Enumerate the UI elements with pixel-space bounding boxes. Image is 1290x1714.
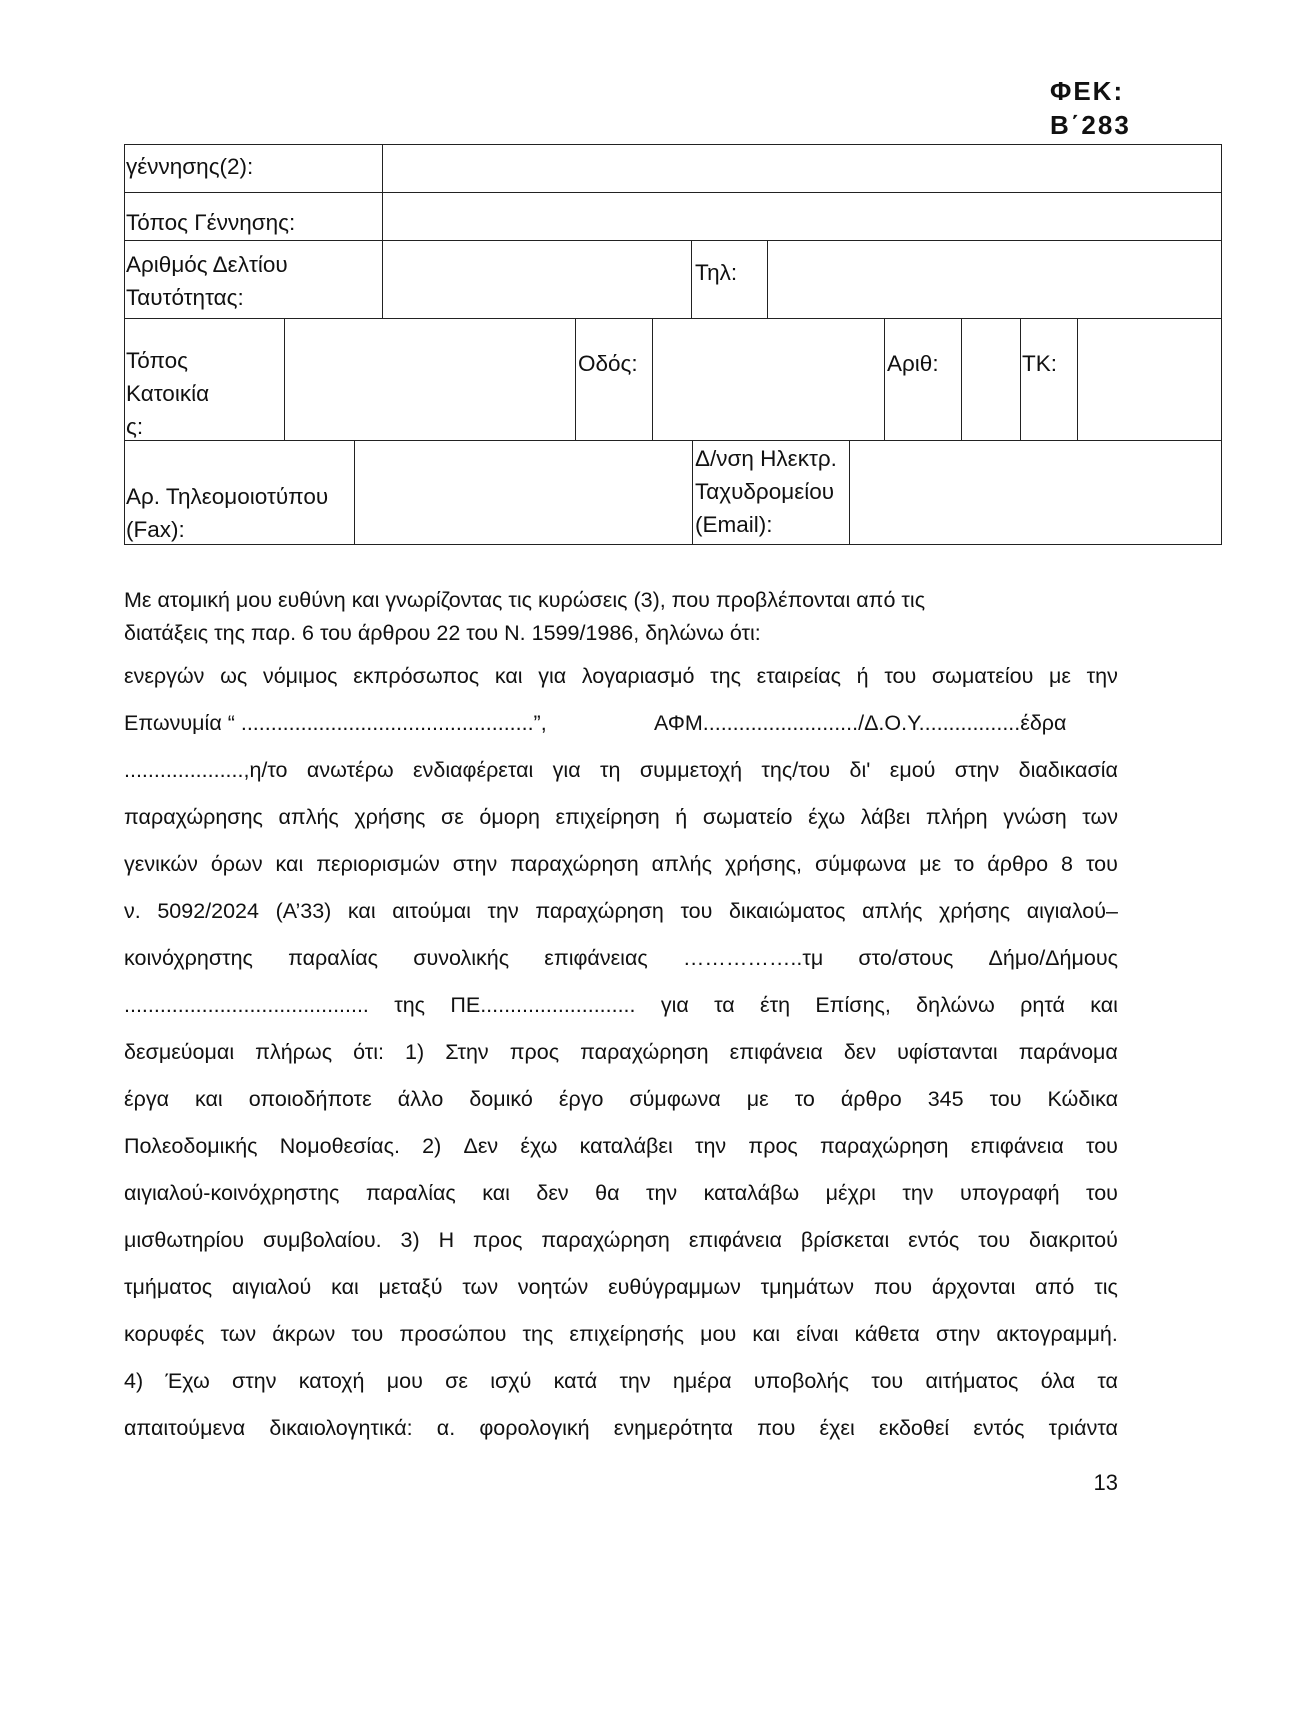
postcode-field[interactable] xyxy=(1081,322,1217,436)
number-label: Αριθ: xyxy=(887,351,939,376)
page-number: 13 xyxy=(1093,1470,1118,1495)
number-field[interactable] xyxy=(965,322,1016,436)
fax-label: Αρ. Τηλεομοιοτύπου (Fax): xyxy=(126,484,329,542)
declaration-line: γενικών όρων και περιορισμών στην παραχώρηση απλής χρήσης, σύμφωνα με το άρθρο 8 του xyxy=(124,852,1118,876)
birth-date-field[interactable] xyxy=(386,148,1218,188)
declaration-line: ενεργών ως νόμιμος εκπρόσωπος και για λογαριασμό της εταιρείας ή του σωματείου με την xyxy=(124,664,1118,688)
declaration-line: κοινόχρηστης παραλίας συνολικής επιφάνειας ……………..τμ στο/στους Δήμο/Δήμους xyxy=(124,946,1118,970)
street-field[interactable] xyxy=(656,322,880,436)
street-label: Οδός: xyxy=(578,351,638,376)
declaration-line: ν. 5092/2024 (Α’33) και αιτούμαι την παραχώρηση του δικαιώματος απλής χρήσης αιγιαλού– xyxy=(124,899,1118,923)
email-label: Δ/νση Ηλεκτρ. Ταχυδρομείου (Email): xyxy=(695,446,837,537)
postcode-label: ΤΚ: xyxy=(1022,351,1058,376)
declaration-line: Επωνυμία “ .................................................”, ΑΦΜ........................../Δ.Ο.Υ.................έδρα xyxy=(124,711,1067,735)
declarant-details-table xyxy=(124,144,1222,546)
birth-date-label: γέννησης(2): xyxy=(126,154,254,179)
fax-field[interactable] xyxy=(358,444,688,540)
declaration-line: τμήματος αιγιαλού και μεταξύ των νοητών ευθύγραμμων τμημάτων που άρχονται από τις xyxy=(124,1275,1118,1299)
declaration-line: μισθωτηρίου συμβολαίου. 3) Η προς παραχώρηση επιφάνεια βρίσκεται εντός του διακριτού xyxy=(124,1228,1118,1252)
declaration-line: έργα και οποιοδήποτε άλλο δομικό έργο σύμφωνα με το άρθρο 345 του Κώδικα xyxy=(124,1087,1118,1111)
declaration-line: ....................,η/το ανωτέρω ενδιαφέρεται για τη συμμετοχή της/του δι' εμού στην διαδικασία xyxy=(124,758,1118,782)
declaration-line: αιγιαλού-κοινόχρηστης παραλίας και δεν θα την καταλάβω μέχρι την υπογραφή του xyxy=(124,1181,1118,1205)
email-field[interactable] xyxy=(853,444,1217,540)
declaration-line: απαιτούμενα δικαιολογητικά: α. φορολογική ενημερότητα που έχει εκδοθεί εντός τριάντα xyxy=(124,1416,1118,1440)
gazette-reference: ΦΕΚ: Β΄283 xyxy=(1050,76,1131,140)
residence-label: Τόπος Κατοικία ς: xyxy=(126,348,210,439)
declaration-line: κορυφές των άκρων του προσώπου της επιχείρησής μου και είναι κάθετα στην ακτογραμμή. xyxy=(124,1322,1118,1346)
id-card-label: Αριθμός Δελτίου Ταυτότητας: xyxy=(126,252,288,310)
phone-field[interactable] xyxy=(771,244,1217,314)
phone-label: Τηλ: xyxy=(695,260,738,285)
declaration-line: παραχώρησης απλής χρήσης σε όμορη επιχείρηση ή σωματείο έχω λάβει πλήρη γνώση των xyxy=(124,805,1118,829)
id-card-field[interactable] xyxy=(386,244,686,314)
declaration-line: Πολεοδομικής Νομοθεσίας. 2) Δεν έχω καταλάβει την προς παραχώρηση επιφάνεια του xyxy=(124,1134,1118,1158)
declaration-line: δεσμεύομαι πλήρως ότι: 1) Στην προς παραχώρηση επιφάνεια δεν υφίστανται παράνομα xyxy=(124,1040,1118,1064)
residence-field[interactable] xyxy=(288,322,571,436)
declaration-line: 4) Έχω στην κατοχή μου σε ισχύ κατά την ημέρα υποβολής του αιτήματος όλα τα xyxy=(124,1369,1118,1393)
birth-place-field[interactable] xyxy=(386,196,1218,236)
declaration-intro: Με ατομική μου ευθύνη και γνωρίζοντας τις κυρώσεις (3), που προβλέπονται από τις διατάξεις της παρ. 6 του άρθρου 22 του Ν. 1599/1986, δηλώνω ότι: xyxy=(124,588,926,645)
declaration-line: ......................................... της ΠΕ.......................... για τα έτη Επίσης, δηλώνω ρητά και xyxy=(124,993,1118,1017)
birth-place-label: Τόπος Γέννησης: xyxy=(126,210,296,235)
